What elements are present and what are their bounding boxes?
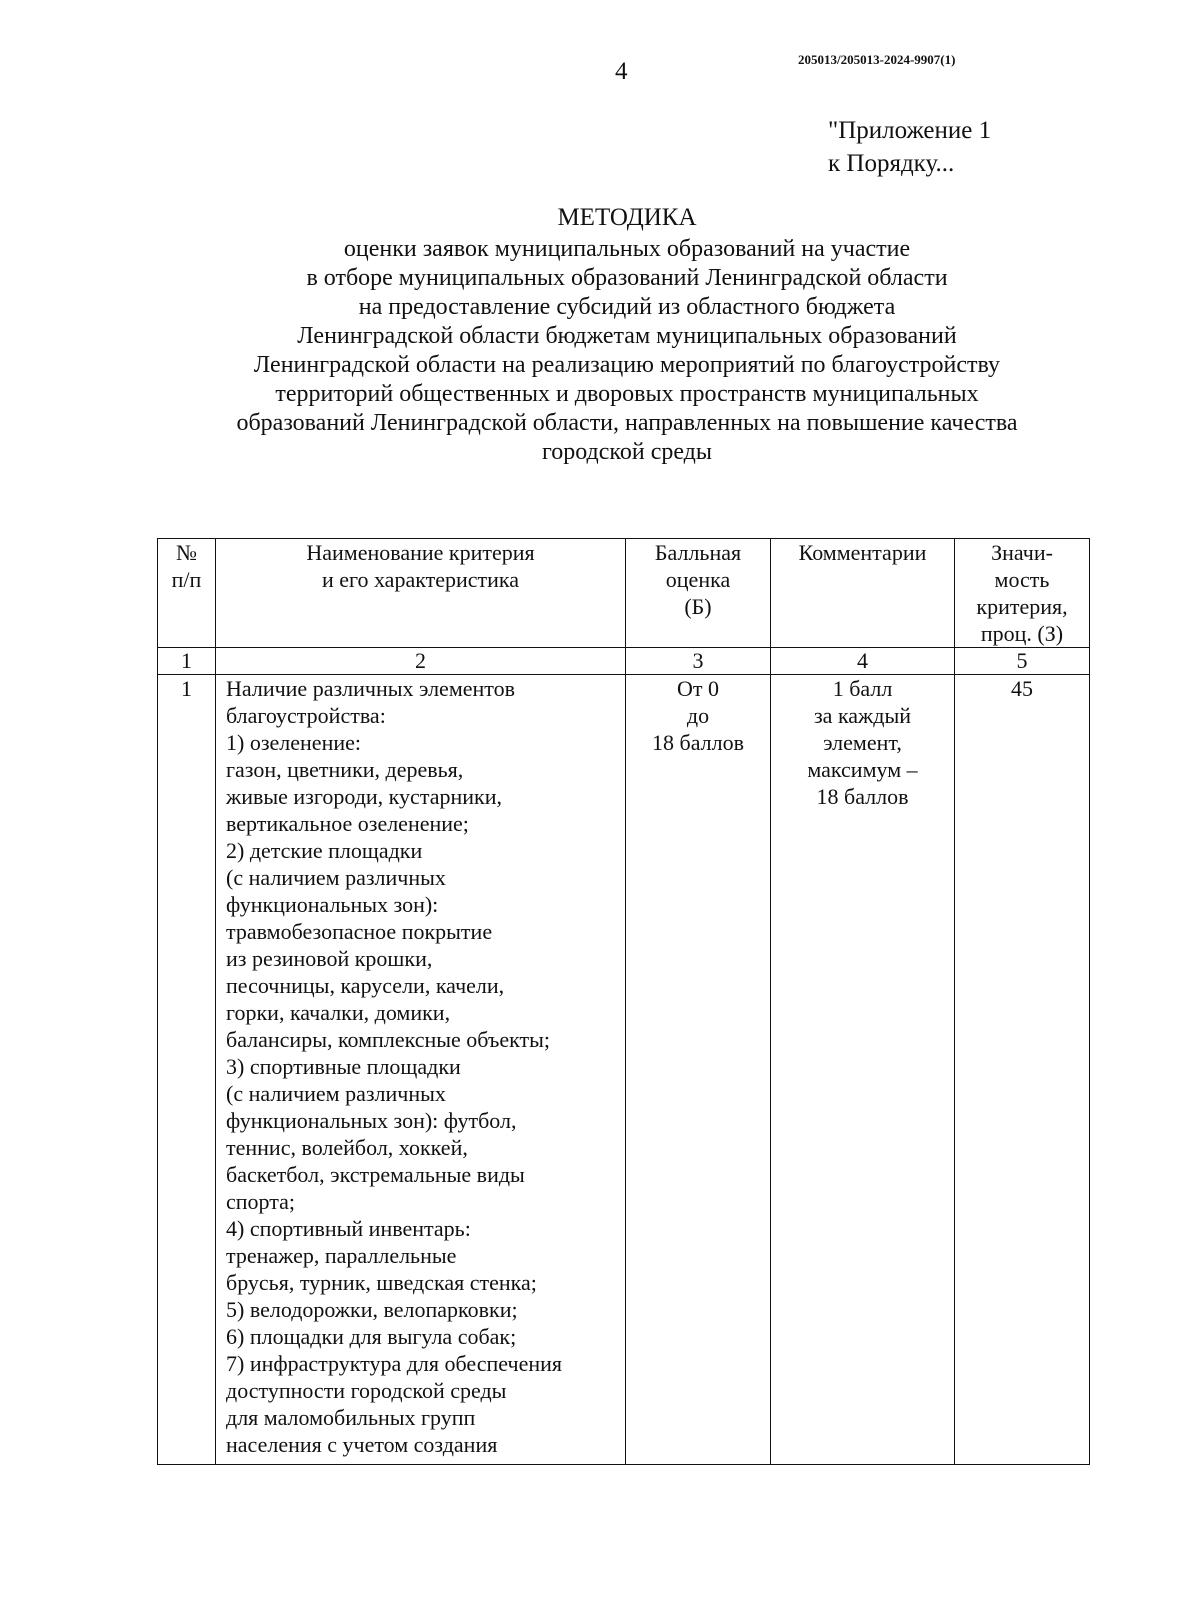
subtitle-line: Ленинградской области бюджетам муниципальных образований: [297, 323, 957, 349]
criteria-table: [157, 538, 1090, 1465]
criterion-weight: 45: [955, 675, 1090, 1465]
table-header-row: [158, 539, 1090, 648]
header-criterion: Наименование критерия и его характеристика: [216, 539, 626, 648]
subtitle-line: территорий общественных и дворовых пространств муниципальных: [275, 381, 979, 407]
column-number: 1: [158, 648, 216, 675]
header-score: Балльная оценка (Б): [626, 539, 771, 648]
score-range: От 0 до 18 баллов: [626, 675, 771, 1465]
appendix-line-2: к Порядку...: [828, 150, 955, 177]
column-number: 2: [216, 648, 626, 675]
column-number: 3: [626, 648, 771, 675]
subtitle-line: Ленинградской области на реализацию мероприятий по благоустройству: [253, 352, 1001, 378]
subtitle-line: городской среды: [541, 439, 713, 465]
column-number: 5: [955, 648, 1090, 675]
document-code: 205013/205013-2024-9907(1): [798, 52, 956, 67]
header-number: № п/п: [158, 539, 216, 648]
appendix-line-1: "Приложение 1: [828, 117, 992, 144]
subtitle-line: образований Ленинградской области, направленных на повышение качества: [236, 410, 1018, 436]
header-weight: Значи- мость критерия, проц. (З): [955, 539, 1090, 648]
subtitle-line: оценки заявок муниципальных образований на участие: [343, 236, 911, 262]
row-number: 1: [158, 675, 216, 1465]
document-title: МЕТОДИКА: [557, 204, 697, 231]
document-subtitle: [0, 235, 1200, 467]
subtitle-line: в отборе муниципальных образований Ленинградской области: [306, 265, 948, 291]
criterion-description: Наличие различных элементов благоустройства: 1) озеленение: газон, цветники, деревья, живые изгороди, кустарники, вертикальное озеленение; 2) детские площадки (с наличием различных функциональных зон): травмобезопасное покрытие из резиновой крошки, песочницы, карусели, качели, горки, качалки, домики, балансиры, комплексные объекты; 3) спортивные площадки (с наличием различных функциональных зон): футбол, теннис, волейбол, хоккей, баскетбол, экстремальные виды спорта; 4) спортивный инвентарь: тренажер, параллельные брусья, турник, шведская стенка; 5) велодорожки, велопарковки; 6) площадки для выгула собак; 7) инфраструктура для обеспечения доступности городской среды для маломобильных групп населения с учетом создания: [216, 675, 626, 1465]
comment: 1 балл за каждый элемент, максимум – 18 баллов: [771, 675, 955, 1465]
header-comments: Комментарии: [771, 539, 955, 648]
table-row: [158, 675, 1090, 1465]
page-number: 4: [615, 58, 628, 85]
appendix-reference: [828, 114, 991, 180]
column-number-row: [158, 648, 1090, 675]
subtitle-line: на предоставление субсидий из областного бюджета: [358, 294, 896, 320]
column-number: 4: [771, 648, 955, 675]
